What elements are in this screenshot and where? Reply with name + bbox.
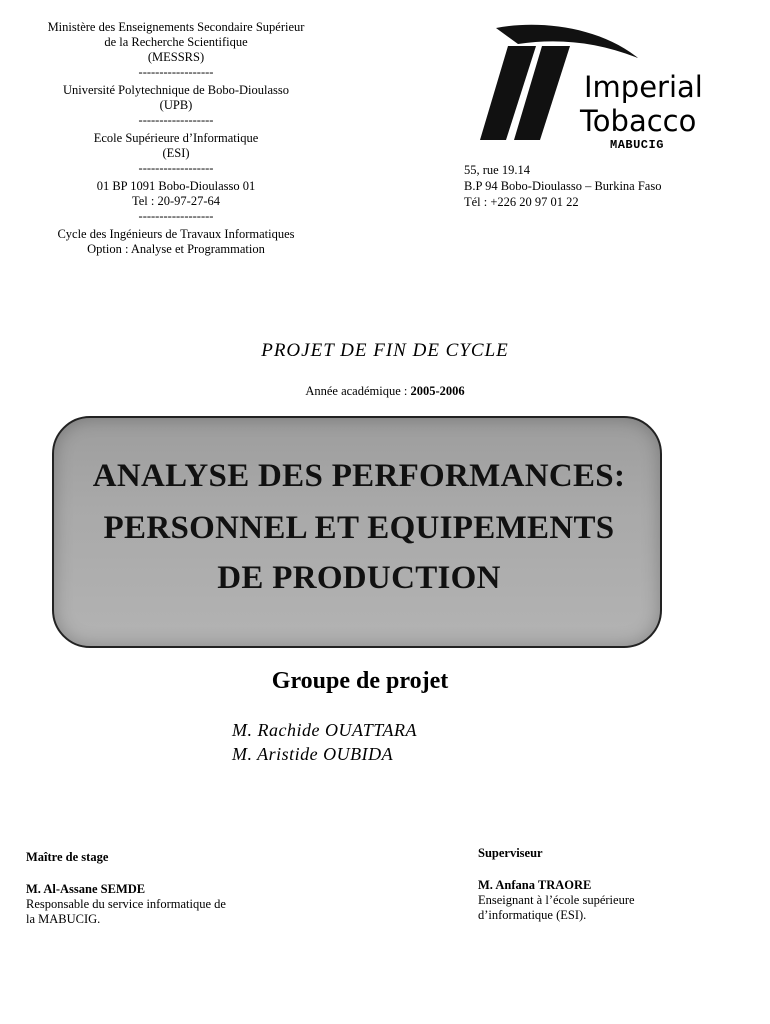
ministry-name-cont: de la Recherche Scientifique: [104, 35, 248, 49]
university-name: Université Polytechnique de Bobo-Dioulasso: [62, 83, 289, 97]
university-abbr: (UPB): [159, 98, 193, 112]
company-street: 55, rue 19.14: [464, 163, 530, 177]
academic-year-label: Année académique :: [305, 384, 411, 398]
internship-supervisor-block: [26, 882, 226, 927]
ministry-abbr: (MESSRS): [147, 50, 205, 64]
internship-supervisor-role: Responsable du service informatique de: [26, 897, 226, 911]
academic-supervisor-block: [478, 878, 635, 923]
internship-supervisor-role-cont: la MABUCIG.: [26, 912, 101, 926]
academic-year-line: [0, 384, 770, 399]
academic-year-value: 2005-2006: [410, 384, 465, 398]
institution-header: [8, 20, 344, 257]
academic-supervisor-role-cont: d’informatique (ESI).: [478, 908, 587, 922]
project-type: PROJET DE FIN DE CYCLE: [261, 340, 509, 361]
company-tel: Tél : +226 20 97 01 22: [464, 195, 579, 209]
company-address: [464, 162, 661, 210]
separator: ------------------: [138, 209, 214, 223]
group-heading: Groupe de projet: [271, 668, 449, 694]
project-title-line-3: DE PRODUCTION: [217, 560, 501, 596]
option-name: Option : Analyse et Programmation: [87, 242, 265, 256]
internship-supervisor-heading: Maître de stage: [26, 850, 109, 864]
company-po-box: B.P 94 Bobo-Dioulasso – Burkina Faso: [464, 179, 662, 193]
logo-text-imperial: Imperial: [584, 70, 703, 104]
cycle-name: Cycle des Ingénieurs de Travaux Informatiques: [57, 227, 295, 241]
project-title-line-2: PERSONNEL ET EQUIPEMENTS: [103, 510, 615, 546]
logo-text-tobacco: Tobacco: [580, 104, 697, 138]
academic-supervisor-heading: Superviseur: [478, 846, 543, 860]
project-title-line-1: ANALYSE DES PERFORMANCES:: [92, 458, 626, 494]
academic-supervisor-role: Enseignant à l’école supérieure: [478, 893, 635, 907]
school-abbr: (ESI): [162, 146, 190, 160]
logo-text-mabucig: MABUCIG: [610, 138, 664, 152]
institution-tel: Tel : 20-97-27-64: [132, 194, 220, 208]
internship-supervisor-name: M. Al-Assane SEMDE: [26, 882, 146, 896]
ministry-name: Ministère des Enseignements Secondaire Supérieur: [47, 20, 305, 34]
separator: ------------------: [138, 161, 214, 175]
separator: ------------------: [138, 65, 214, 79]
group-member: M. Aristide OUBIDA: [232, 744, 394, 764]
school-name: Ecole Supérieure d’Informatique: [93, 131, 259, 145]
academic-supervisor-name: M. Anfana TRAORE: [478, 878, 592, 892]
group-member: M. Rachide OUATTARA: [232, 720, 417, 740]
institution-address: 01 BP 1091 Bobo-Dioulasso 01: [96, 179, 256, 193]
separator: ------------------: [138, 113, 214, 127]
